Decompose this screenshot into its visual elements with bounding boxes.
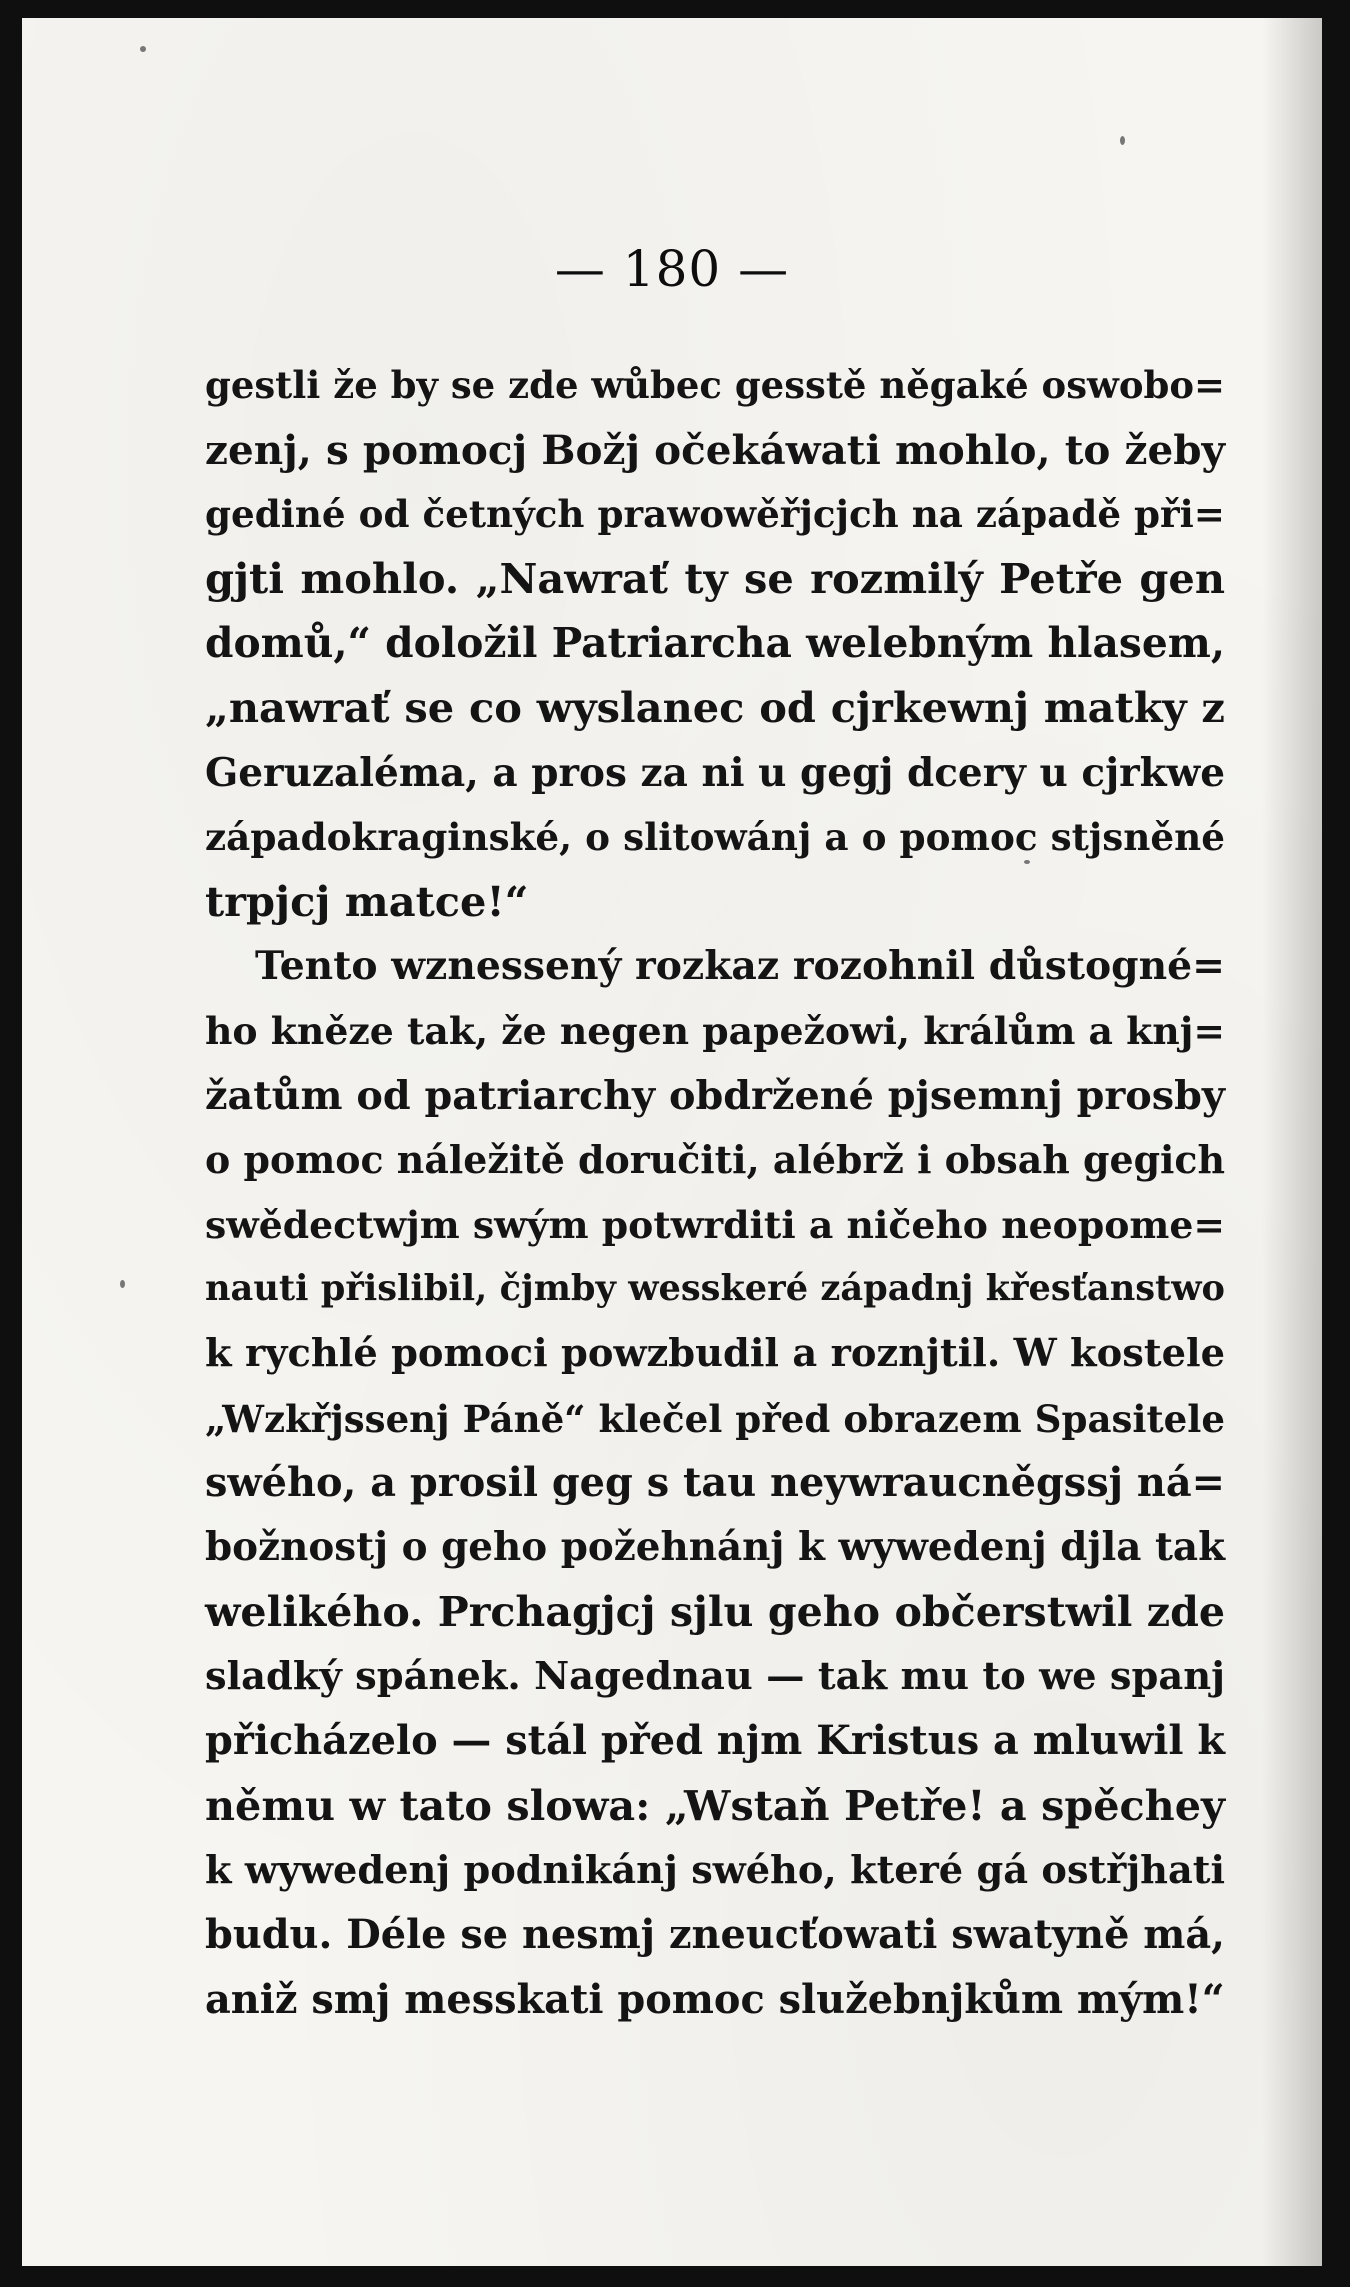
paper-speck (120, 1280, 125, 1288)
text-line: gjti mohlo. „Nawrať ty se rozmilý Petře gen (205, 553, 1225, 603)
text-line: gediné od četných prawowěřjcjch na západě při= (205, 492, 1225, 537)
text-line: budu. Déle se nesmj zneucťowati swatyně má, (205, 1912, 1225, 1959)
text-line: k rychlé pomoci powzbudil a roznjtil. W kostele (205, 1330, 1225, 1376)
page-edge-shadow (1262, 18, 1322, 2266)
text-line: zenj, s pomocj Božj očekáwati mohlo, to žeby (205, 425, 1225, 474)
paper-speck (140, 46, 146, 52)
text-line: němu w tato slowa: „Wstaň Petře! a spěchey (205, 1781, 1225, 1831)
text-line: o pomoc náležitě doručiti, alébrž i obsah gegich (205, 1137, 1225, 1183)
text-line: západokraginské, o slitowánj a o pomoc stjsněné (205, 815, 1225, 860)
text-line: „nawrať se co wyslanec od cjrkewnj matky z (205, 682, 1225, 732)
text-line: ho kněze tak, že negen papežowi, králům a knj= (205, 1008, 1225, 1053)
text-line: swého, a prosil geg s tau neywraucněgssj ná= (205, 1460, 1225, 1507)
page-number: — 180 — (554, 240, 790, 298)
text-line: „Wzkřjssenj Páně“ klečel před obrazem Spasitele (205, 1396, 1225, 1441)
text-line: nauti přislibil, čjmby wesskeré západnj křesťanstwo (205, 1268, 1225, 1310)
text-line: sladký spánek. Nagednau — tak mu to we spanj (205, 1653, 1225, 1699)
text-line: přicházelo — stál před njm Kristus a mluwil k (205, 1718, 1225, 1765)
text-line: trpjcj matce!“ (205, 876, 529, 926)
book-page (22, 18, 1322, 2266)
text-line: gestli že by se zde wůbec gesstě něgaké oswobo= (205, 363, 1225, 407)
text-line: božnostj o geho požehnánj k wywedenj djla tak (205, 1524, 1225, 1570)
text-line: žatům od patriarchy obdržené pjsemnj prosby (205, 1072, 1226, 1119)
text-line: Geruzaléma, a pros za ni u gegj dcery u cjrkwe (205, 749, 1225, 796)
text-line: k wywedenj podnikánj swého, které gá ostřjhati (205, 1847, 1225, 1893)
paper-speck (1120, 136, 1125, 145)
body-text (205, 353, 1225, 2032)
text-line: Tento wznessený rozkaz rozohnil důstogné= (255, 943, 1225, 990)
text-line: welikého. Prchagjcj sjlu geho občerstwil zde (205, 1587, 1225, 1637)
text-line: aniž smj messkati pomoc služebnjkům mým!“ (205, 1976, 1225, 2023)
text-line: domů,“ doložil Patriarcha welebným hlasem, (205, 619, 1225, 668)
text-line: swědectwjm swým potwrditi a ničeho neopome= (205, 1202, 1225, 1247)
